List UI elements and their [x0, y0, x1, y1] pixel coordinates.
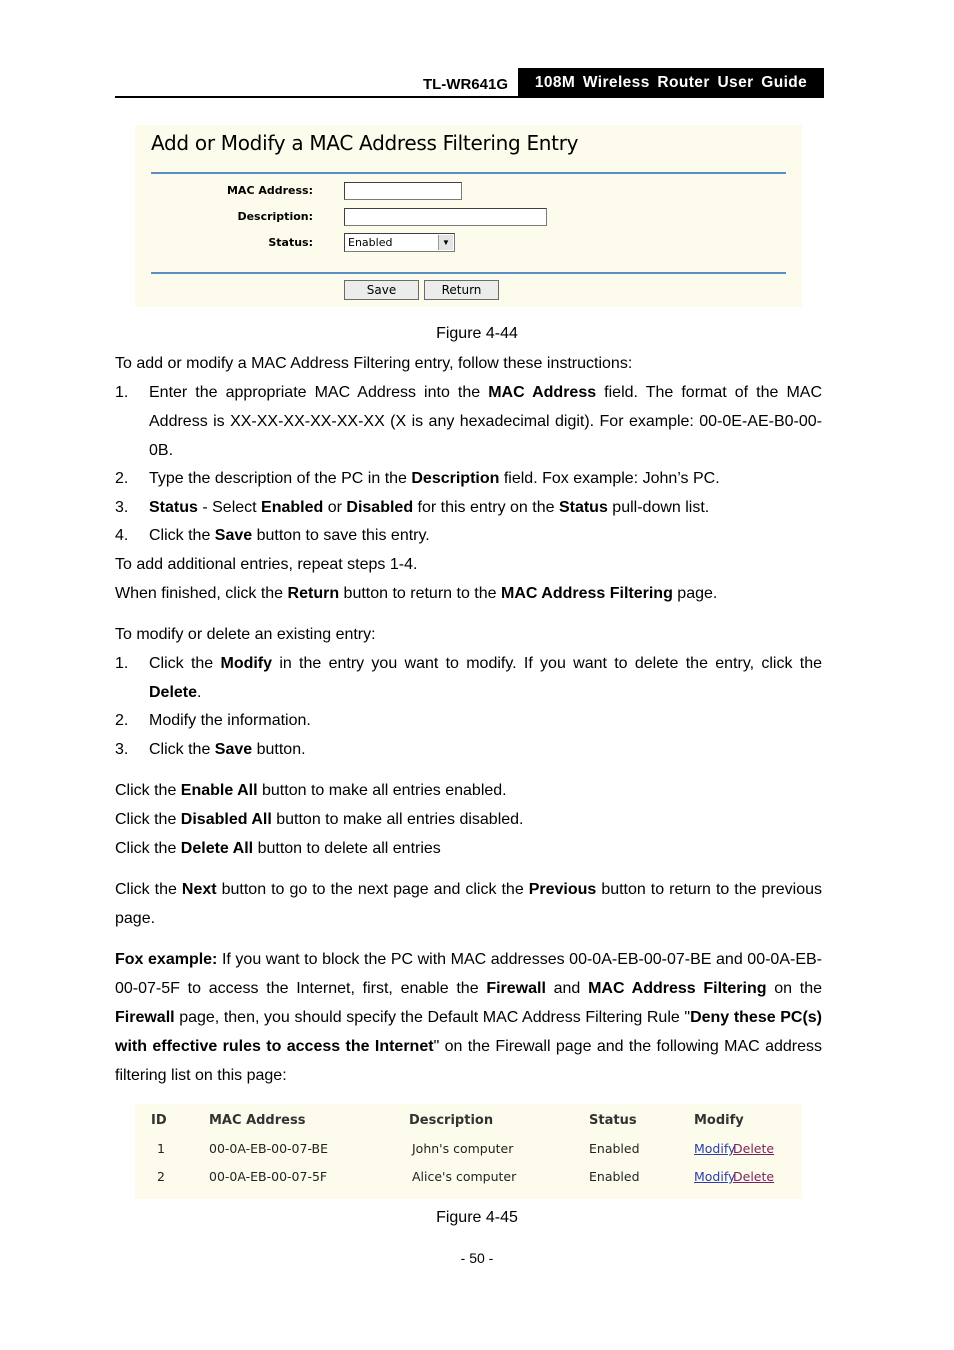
- save-button[interactable]: Save: [344, 280, 419, 300]
- col-header-id: ID: [151, 1113, 167, 1128]
- row-mac: 00-0A-EB-00-07-5F: [209, 1169, 328, 1184]
- form-title: Add or Modify a MAC Address Filtering Entry: [151, 131, 579, 155]
- finished-text: When finished, click the Return button to return to the MAC Address Filtering page.: [115, 585, 718, 602]
- list-number: 3.: [115, 741, 129, 758]
- description-label: Description:: [237, 210, 313, 223]
- header-model: TL-WR641G: [422, 76, 508, 93]
- list-number: 2.: [115, 470, 129, 487]
- header-guide-title: 108M Wireless Router User Guide: [518, 68, 824, 96]
- modify-link[interactable]: Modify: [694, 1141, 736, 1156]
- list-item: [115, 464, 822, 493]
- list-number: 2.: [115, 712, 129, 729]
- list-item: [115, 649, 822, 707]
- modify-intro-text: To modify or delete an existing entry:: [115, 626, 376, 643]
- list-item: [115, 735, 822, 764]
- row-id: 1: [157, 1141, 165, 1156]
- list-item: [115, 378, 822, 465]
- row-description: Alice's computer: [412, 1169, 517, 1184]
- figure-45-caption: Figure 4-45: [436, 1209, 518, 1226]
- list-number: 3.: [115, 499, 129, 516]
- row-status: Enabled: [589, 1141, 640, 1156]
- modify-link[interactable]: Modify: [694, 1169, 736, 1184]
- row-mac: 00-0A-EB-00-07-BE: [209, 1141, 329, 1156]
- list-item: [115, 706, 822, 735]
- list-text: Modify the information.: [149, 712, 311, 729]
- delete-link[interactable]: Delete: [733, 1169, 775, 1184]
- list-number: 1.: [115, 384, 129, 401]
- page-header: [115, 68, 824, 98]
- repeat-text: To add additional entries, repeat steps 1-4.: [115, 556, 418, 573]
- row-id: 2: [157, 1169, 165, 1184]
- list-text: Type the description of the PC in the Description field. Fox example: John’s PC.: [149, 470, 720, 487]
- list-text: Click the Modify in the entry you want to modify. If you want to delete the entry, click the Delete.: [149, 655, 823, 701]
- description-input[interactable]: [344, 208, 547, 226]
- col-header-mac: MAC Address: [209, 1113, 306, 1128]
- row-description: John's computer: [412, 1141, 514, 1156]
- chevron-down-icon[interactable]: ▼: [438, 235, 453, 250]
- mac-filter-table: [135, 1104, 802, 1199]
- divider-top: [151, 172, 786, 174]
- status-select[interactable]: [344, 233, 455, 252]
- mac-address-label: MAC Address:: [226, 184, 313, 197]
- list-text: Click the Save button to save this entry.: [149, 527, 430, 544]
- next-previous-text: Click the Next button to go to the next page and click the Previous button to return to the previous page.: [115, 881, 823, 927]
- list-number: 1.: [115, 655, 129, 672]
- status-label: Status:: [268, 236, 313, 249]
- list-item: [115, 521, 822, 550]
- figure-44-caption: Figure 4-44: [436, 325, 518, 342]
- intro-text: To add or modify a MAC Address Filtering entry, follow these instructions:: [115, 355, 633, 372]
- list-text: Status - Select Enabled or Disabled for this entry on the Status pull-down list.: [149, 499, 710, 516]
- return-button[interactable]: Return: [424, 280, 499, 300]
- status-select-value: Enabled: [348, 236, 393, 249]
- row-status: Enabled: [589, 1169, 640, 1184]
- col-header-modify: Modify: [694, 1113, 744, 1128]
- delete-all-text: Click the Delete All button to delete all entries: [115, 840, 441, 857]
- mac-address-input[interactable]: [344, 182, 462, 200]
- mac-filter-form-panel: [135, 125, 802, 307]
- page-number: - 50 -: [460, 1250, 494, 1266]
- divider-bottom: [151, 272, 786, 274]
- list-text: Click the Save button.: [149, 741, 306, 758]
- list-number: 4.: [115, 527, 129, 544]
- disabled-all-text: Click the Disabled All button to make all entries disabled.: [115, 811, 524, 828]
- list-item: [115, 493, 822, 522]
- col-header-description: Description: [409, 1113, 494, 1128]
- col-header-status: Status: [589, 1113, 637, 1128]
- delete-link[interactable]: Delete: [733, 1141, 775, 1156]
- example-text: Fox example: If you want to block the PC with MAC addresses 00-0A-EB-00-07-BE and 00-0A-EB-00-07-5F to access the Internet, first, enable the Firewall and MAC Address Filtering on the Firewall page, then, you should specify the Default MAC Address Filtering Rule "Deny these PC(s) with effective rules to access the Internet" on the Firewall page and the following MAC address filtering list on this page:: [115, 951, 823, 1084]
- list-text: Enter the appropriate MAC Address into the MAC Address field. The format of the MAC Address is XX-XX-XX-XX-XX-XX (X is any hexadecimal digit). For example: 00-0E-AE-B0-00-0B.: [149, 384, 823, 459]
- enable-all-text: Click the Enable All button to make all entries enabled.: [115, 782, 507, 799]
